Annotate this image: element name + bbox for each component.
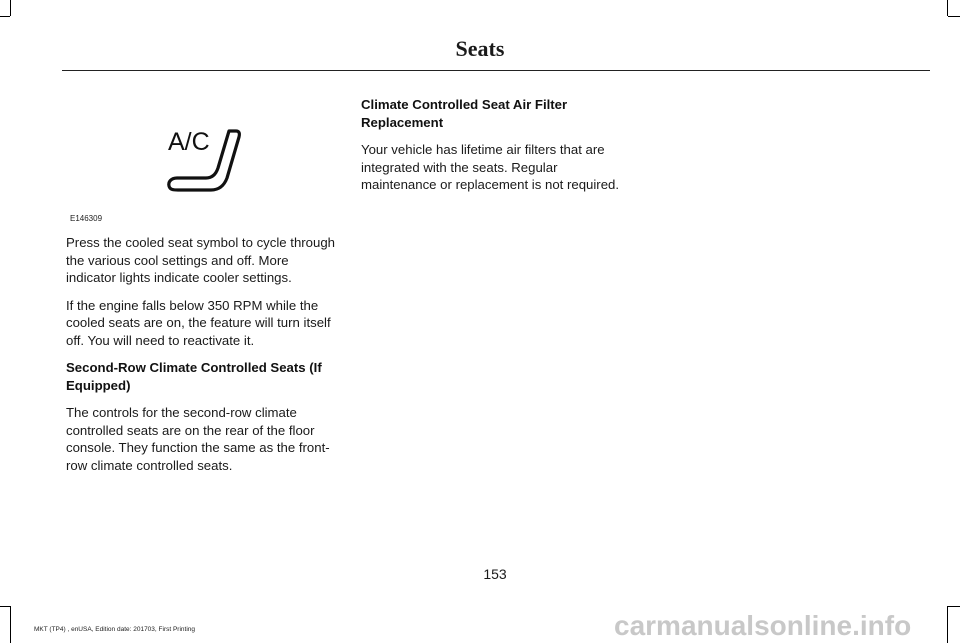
left-column bbox=[66, 234, 342, 484]
header-divider bbox=[62, 70, 930, 71]
crop-mark bbox=[948, 16, 960, 17]
paragraph: Your vehicle has lifetime air filters that are integrated with the seats. Regular maintenance or replacement is not required. bbox=[361, 142, 620, 192]
page-title: Seats bbox=[455, 36, 505, 61]
paragraph: Press the cooled seat symbol to cycle through the various cool settings and off. More indicator lights indicate cooler settings. bbox=[66, 235, 336, 285]
crop-mark bbox=[10, 0, 11, 16]
crop-mark bbox=[10, 606, 11, 643]
crop-mark bbox=[0, 16, 10, 17]
cooled-seat-icon bbox=[62, 90, 336, 214]
edition-text: MKT (TP4) , enUSA, Edition date: 201703, First Printing bbox=[34, 626, 196, 633]
crop-mark bbox=[0, 606, 10, 607]
watermark: carmanualsonline.info bbox=[614, 610, 912, 641]
figure-code: E146309 bbox=[70, 214, 103, 223]
right-column bbox=[361, 96, 636, 204]
crop-mark bbox=[947, 0, 948, 16]
paragraph: The controls for the second-row climate controlled seats are on the rear of the floor console. They function the same as the front-row climate controlled seats. bbox=[66, 405, 330, 473]
paragraph: If the engine falls below 350 RPM while the cooled seats are on, the feature will turn itself off. You will need to reactivate it. bbox=[66, 297, 331, 348]
icon-label: A/C bbox=[168, 128, 210, 156]
crop-mark bbox=[948, 606, 960, 607]
figure bbox=[62, 90, 336, 230]
crop-mark bbox=[947, 606, 948, 643]
page-number: 153 bbox=[483, 566, 507, 582]
section-heading: Second-Row Climate Controlled Seats (If Equipped) bbox=[66, 360, 322, 393]
section-heading: Climate Controlled Seat Air Filter Replacement bbox=[361, 97, 568, 130]
